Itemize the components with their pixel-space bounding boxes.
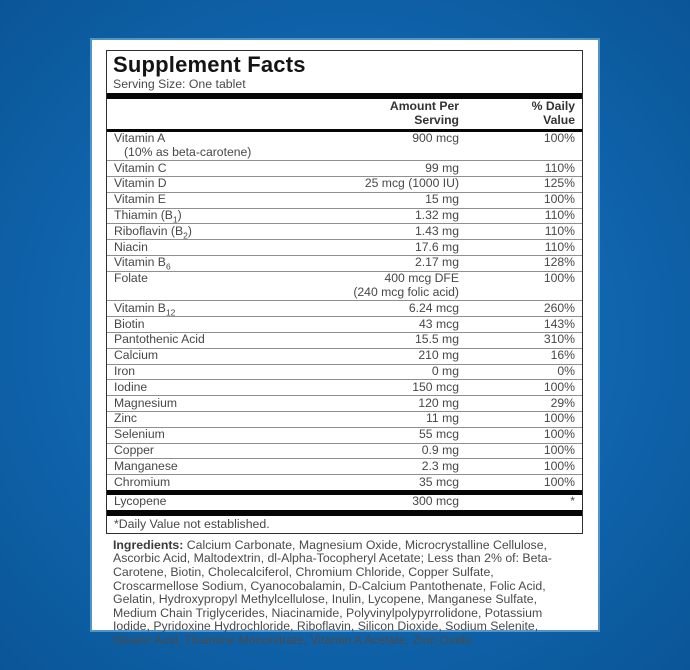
table-row — [107, 364, 582, 380]
nutrient-daily-value: 128% — [543, 255, 575, 270]
header-amount-line2: Serving — [414, 112, 459, 127]
nutrient-amount: 2.17 mg — [414, 255, 459, 270]
header-amount-per-serving — [259, 100, 459, 128]
nutrient-daily-value: 100% — [543, 458, 575, 473]
nutrient-daily-value: 100% — [543, 474, 575, 489]
table-row — [107, 443, 582, 459]
nutrient-amount: 43 mcg — [419, 316, 459, 331]
nutrient-amount: 35 mcg — [419, 474, 459, 489]
nutrient-daily-value: * — [570, 494, 575, 509]
nutrient-daily-value: 100% — [543, 379, 575, 394]
ingredients-text: Calcium Carbonate, Magnesium Oxide, Microcrystalline Cellulose, Ascorbic Acid, Maltodextrin, dl-Alpha-Tocopheryl Acetate; Less than 2% of: Beta-Carotene, Biotin, Cholecalciferol, Chromium Chloride, Copper Sulfate, Croscarmellose Sodium, Cyanocobalamin, D-Calcium Pantothenate, Folic Acid, Gelatin, Hydroxypropyl Methylcellulose, Inulin, Lycopene, Manganese Sulfate, Medium Chain Triglycerides, Niacinamide, Polyvinylpolypyrrolidone, Potassium Iodide, Pyridoxine Hydrochloride, Riboflavin, Silicon Dioxide, Sodium Selenite, Stearic Acid, Thiamine Mononitrate, Vitamin A Acetate, Zinc Oxide. — [113, 537, 552, 647]
nutrient-name: Vitamin $B_{12}$ — [114, 300, 176, 318]
nutrient-amount: 2.3 mg — [421, 458, 459, 473]
table-row — [107, 208, 582, 224]
table-row — [107, 160, 582, 176]
nutrient-name: Vitamin C — [114, 160, 167, 175]
table-row — [107, 379, 582, 395]
table-row — [107, 239, 582, 255]
nutrient-amount: 1.43 mg — [414, 223, 459, 238]
nutrient-amount-subline: (240 mcg folic acid) — [353, 285, 459, 300]
nutrient-amount: 900 mcg — [412, 131, 459, 146]
nutrient-name: Vitamin $B_6$ — [114, 255, 171, 272]
nutrient-daily-value: 100% — [543, 427, 575, 442]
nutrient-name: Niacin — [114, 239, 148, 254]
nutrient-daily-value: 100% — [543, 411, 575, 426]
header-percent-daily-value — [459, 100, 575, 128]
table-row — [107, 427, 582, 443]
nutrient-daily-value: 143% — [543, 316, 575, 331]
ingredients-label: Ingredients: — [113, 537, 184, 552]
nutrient-amount: 6.24 mcg — [408, 300, 459, 315]
nutrient-daily-value: 260% — [543, 300, 575, 315]
header-amount-line1: Amount Per — [389, 99, 459, 113]
nutrient-name: Vitamin A (10% as beta-carotene) — [114, 132, 259, 160]
nutrient-daily-value: 100% — [543, 271, 575, 286]
serving-size: Serving Size: One tablet — [113, 77, 246, 91]
table-row — [107, 223, 582, 239]
nutrient-name: Copper — [114, 443, 154, 458]
nutrient-name: Iron — [114, 364, 136, 379]
nutrient-daily-value: 110% — [544, 160, 575, 175]
nutrient-name: Selenium — [114, 427, 165, 442]
nutrient-daily-value: 110% — [544, 223, 575, 238]
nutrient-amount: 300 mcg — [412, 494, 459, 509]
label-title: Supplement Facts — [113, 52, 306, 77]
nutrient-name: Manganese — [114, 458, 178, 473]
nutrient-amount: 400 mcg DFE (240 mcg folic acid) — [259, 272, 459, 300]
nutrient-name: Folate — [114, 271, 148, 286]
table-row — [107, 132, 582, 161]
header-dv-line1: % Daily — [531, 99, 575, 113]
nutrient-daily-value: 16% — [550, 348, 575, 363]
table-row — [107, 474, 582, 490]
nutrient-daily-value: 0% — [557, 364, 575, 379]
nutrient-name: Iodine — [114, 379, 148, 394]
nutrient-daily-value: 110% — [544, 208, 575, 223]
table-row — [107, 271, 582, 301]
other-ingredient-rows — [107, 495, 582, 510]
nutrient-name: Riboflavin $(B_2)$ — [114, 223, 192, 241]
table-row — [107, 176, 582, 192]
nutrient-amount: 150 mcg — [412, 379, 459, 394]
column-header-row — [107, 99, 582, 129]
nutrient-amount: 0.9 mg — [421, 443, 459, 458]
nutrient-daily-value: 310% — [543, 332, 575, 347]
table-row — [107, 348, 582, 364]
table-row — [107, 316, 582, 332]
nutrient-amount: 1.32 mg — [414, 208, 459, 223]
daily-value-footnote: *Daily Value not established. — [114, 516, 270, 531]
nutrient-amount: 0 mg — [431, 364, 459, 379]
ingredients-paragraph — [113, 539, 575, 648]
nutrient-name: Thiamin $(B_1)$ — [114, 208, 182, 225]
nutrient-name: Pantothenic Acid — [114, 332, 205, 347]
supplement-label-card — [92, 40, 598, 647]
header-dv-line2: Value — [543, 112, 575, 127]
nutrient-name: Chromium — [114, 474, 171, 489]
table-row — [107, 255, 582, 271]
table-row — [107, 495, 582, 510]
nutrient-daily-value: 100% — [543, 131, 575, 146]
table-row — [107, 395, 582, 411]
header-spacer — [114, 100, 259, 128]
nutrient-daily-value: 100% — [543, 443, 575, 458]
nutrient-name: Biotin — [114, 316, 145, 331]
nutrient-daily-value: 29% — [550, 395, 575, 410]
nutrient-daily-value: 110% — [544, 239, 575, 254]
nutrient-amount: 15 mg — [425, 192, 459, 207]
nutrient-rows — [107, 132, 582, 490]
table-row — [107, 411, 582, 427]
nutrient-name: Vitamin E — [114, 192, 166, 207]
nutrient-name-subline: (10% as beta-carotene) — [124, 144, 252, 159]
supplement-facts-box — [106, 50, 583, 534]
nutrient-name: Calcium — [114, 348, 159, 363]
nutrient-name: Vitamin D — [114, 176, 167, 191]
nutrient-amount: 120 mg — [418, 395, 459, 410]
nutrient-amount: 99 mg — [425, 160, 459, 175]
nutrient-amount: 55 mcg — [419, 427, 459, 442]
nutrient-daily-value: 125% — [543, 176, 575, 191]
nutrient-amount: 25 mcg (1000 IU) — [364, 176, 459, 191]
nutrient-amount: 210 mg — [418, 348, 459, 363]
nutrient-name: Zinc — [114, 411, 138, 426]
nutrient-name: Lycopene — [114, 494, 167, 509]
nutrient-amount: 15.5 mg — [414, 332, 459, 347]
nutrient-amount: 17.6 mg — [414, 239, 459, 254]
nutrient-daily-value: 100% — [543, 192, 575, 207]
nutrient-amount: 11 mg — [426, 411, 459, 426]
table-row — [107, 458, 582, 474]
nutrient-name: Magnesium — [114, 395, 177, 410]
table-row — [107, 192, 582, 208]
table-row — [107, 300, 582, 316]
table-row — [107, 332, 582, 348]
